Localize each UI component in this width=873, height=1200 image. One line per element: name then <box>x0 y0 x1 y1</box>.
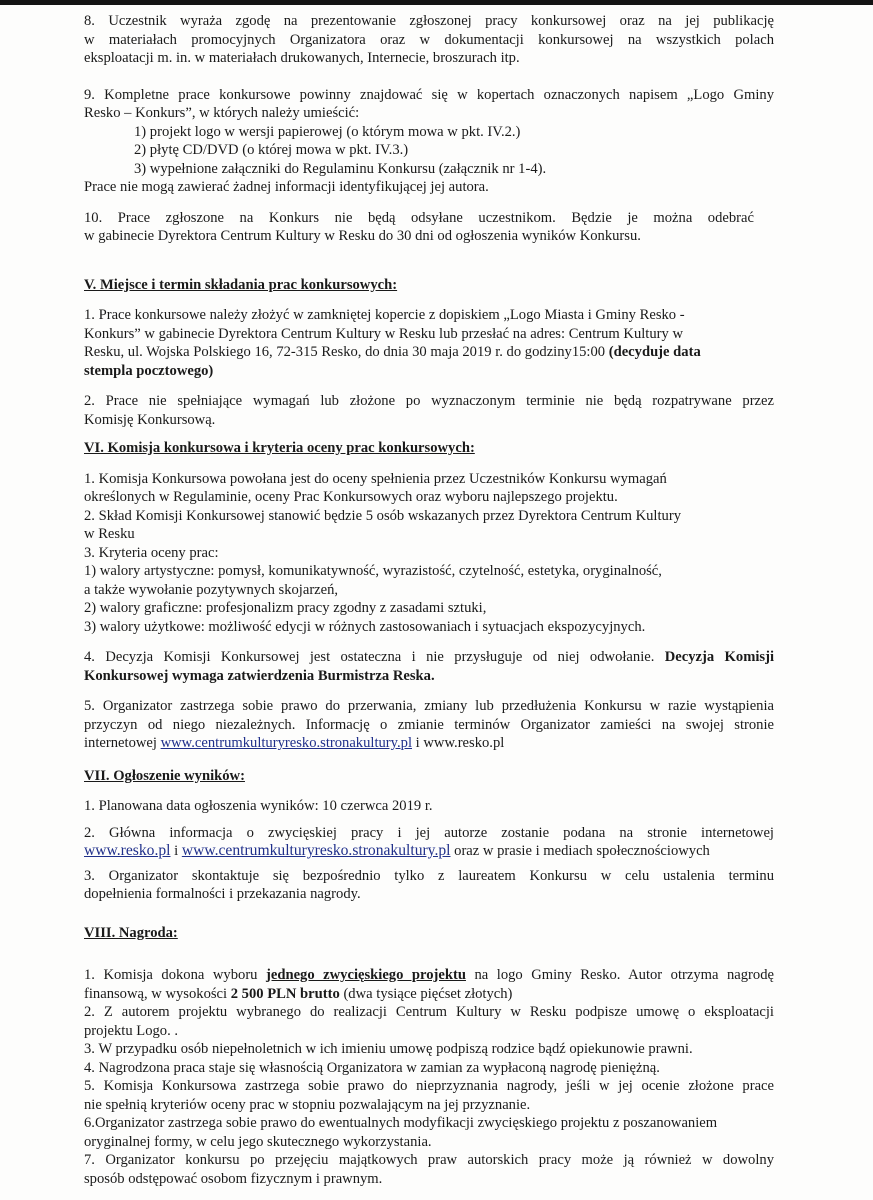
text-line: projektu Logo. . <box>84 1022 179 1039</box>
text-line <box>84 667 774 686</box>
paragraph-9 <box>84 86 774 197</box>
text-line: w materiałach promocyjnych Organizatora oraz w dokumentacji konkursowej na wszystkich polach <box>84 31 774 48</box>
text-line: 3) walory użytkowe: możliwość edycji w różnych zastosowaniach i sytuacjach ekspozycyjnych. <box>84 618 646 635</box>
text-line: Resko – Konkurs”, w których należy umieścić: <box>84 105 360 121</box>
list-item: 1) projekt logo w wersji papierowej (o którym mowa w pkt. IV.2.) <box>134 123 521 140</box>
text-line: 2. Skład Komisji Konkursowej stanowić będzie 5 osób wskazanych przez Dyrektora Centrum Kultury <box>84 507 681 524</box>
document-page <box>84 12 774 1188</box>
section-v-paragraph-1 <box>84 306 774 380</box>
section-heading-vi: VI. Komisja konkursowa i kryteria oceny prac konkursowych: <box>84 440 475 456</box>
text-line: 1. Planowana data ogłoszenia wyników: 10 czerwca 2019 r. <box>84 798 433 814</box>
section-vi-paragraph-5 <box>84 697 774 753</box>
text-span: i <box>170 843 182 859</box>
text-line: 8. Uczestnik wyraża zgodę na prezentowanie zgłoszonej pracy konkursowej oraz na jej publikację <box>84 13 774 29</box>
list-item: 3) wypełnione załączniki do Regulaminu Konkursu (załącznik nr 1-4). <box>134 160 547 177</box>
text-span: Resku, ul. Wojska Polskiego 16, 72-315 Resko, do dnia 30 maja 2019 r. do godziny15:00 <box>84 344 609 360</box>
text-line: 6.Organizator zastrzega sobie prawo do ewentualnych modyfikacji zwycięskiego projektu z poszanowaniem <box>84 1115 718 1131</box>
text-line: 3. Kryteria oceny prac: <box>84 544 219 561</box>
text-span: i <box>412 735 424 751</box>
text-line <box>84 842 774 861</box>
section-heading-viii: VIII. Nagroda: <box>84 924 178 941</box>
text-line: Konkurs” w gabinecie Dyrektora Centrum Kultury w Resku lub przesłać na adres: Centrum Kultury w <box>84 325 683 342</box>
text-line <box>84 343 774 362</box>
text-span: oraz w prasie i mediach społecznościowych <box>450 843 710 859</box>
text-line: 4. Nagrodzona praca staje się własnością Organizatora w zamian za wypłaconą nagrodę pieniężną. <box>84 1059 660 1076</box>
text-line: 3. W przypadku osób niepełnoletnich w ich imieniu umowę podpiszą rodzice bądź opiekunowie prawni. <box>84 1041 693 1057</box>
link-centrumkultury[interactable]: www.centrumkulturyresko.stronakultury.pl <box>160 735 413 751</box>
text-line: 1. Komisja Konkursowa powołana jest do oceny spełnienia przez Uczestników Konkursu wymagań <box>84 470 667 487</box>
text-line: Prace nie mogą zawierać żadnej informacji identyfikującej jej autora. <box>84 179 489 195</box>
text-line: 5. Organizator zastrzega sobie prawo do przerwania, zmiany lub przedłużenia Konkursu w razie wystąpienia <box>84 698 774 714</box>
text-line: 1) walory artystyczne: pomysł, komunikatywność, wyrazistość, czytelność, estetyka, oryginalność, <box>84 563 662 579</box>
text-line: 2. Główna informacja o zwycięskiej pracy i jej autorze zostanie podana na stronie internetowej <box>84 824 774 841</box>
text-line <box>84 985 774 1004</box>
bold-text: (decyduje data <box>608 344 701 360</box>
text-line: oryginalnej formy, w celu jego skutecznego wykorzystania. <box>84 1133 432 1150</box>
text-line: 10. Prace zgłoszone na Konkurs nie będą odsyłane uczestnikom. Będzie je można odebrać <box>84 209 754 226</box>
bold-text: jednego zwycięskiego projektu <box>266 967 466 983</box>
section-heading-v: V. Miejsce i termin składania prac konkursowych: <box>84 276 398 293</box>
text-span: internetowej <box>84 735 161 751</box>
link-resko[interactable]: www.resko.pl <box>84 842 171 859</box>
text-span: finansową, w wysokości <box>84 985 231 1002</box>
text-line <box>84 362 774 381</box>
section-vi-paragraph-4 <box>84 648 774 685</box>
bold-text: Konkursowej wymaga zatwierdzenia Burmistrza Reska. <box>84 667 435 684</box>
text-line: a także wywołanie pozytywnych skojarzeń, <box>84 581 339 598</box>
text-line: 2) walory graficzne: profesjonalizm pracy zgodny z zasadami sztuki, <box>84 600 487 616</box>
text-line: 2. Z autorem projektu wybranego do realizacji Centrum Kultury w Resku podpisze umowę o eksploatacji <box>84 1004 774 1020</box>
text-line <box>84 966 774 985</box>
section-vii-paragraph-2 <box>84 824 774 861</box>
text-line: w Resku <box>84 526 135 542</box>
text-span: 1. Komisja dokona wyboru <box>84 967 266 983</box>
text-line: Komisję Konkursową. <box>84 411 216 428</box>
section-v-paragraph-2 <box>84 392 774 429</box>
text-span: na logo Gminy Resko. Autor otrzyma nagrodę <box>465 967 774 983</box>
text-line: nie spełnią kryteriów oceny prac w stopniu pozwalającym na jej przyznanie. <box>84 1096 531 1113</box>
text-line: w gabinecie Dyrektora Centrum Kultury w Resku do 30 dni od ogłoszenia wyników Konkursu. <box>84 228 641 244</box>
bold-text: 2 500 PLN brutto <box>230 985 340 1002</box>
paragraph-8 <box>84 12 774 68</box>
bold-text: stempla pocztowego) <box>84 362 214 379</box>
scan-top-border <box>0 0 873 5</box>
section-vii-paragraph-1 <box>84 797 774 816</box>
link-centrumkultury[interactable]: www.centrumkulturyresko.stronakultury.pl <box>181 842 451 859</box>
text-line: 7. Organizator konkursu po przejęciu majątkowych praw autorskich pracy może ją również w dowolny <box>84 1152 774 1168</box>
text-line: przyczyn od niego niezależnych. Informację o zmianie terminów Organizator zamieści na swojej stronie <box>84 716 774 733</box>
text-line: określonych w Regulaminie, oceny Prac Konkursowych oraz wyboru najlepszego projektu. <box>84 489 618 505</box>
text-line <box>84 734 774 753</box>
section-viii-list <box>84 966 774 1188</box>
text-line: sposób odstępować osobom fizycznym i prawnym. <box>84 1170 383 1187</box>
section-heading-vii: VII. Ogłoszenie wyników: <box>84 767 245 784</box>
text-line: 1. Prace konkursowe należy złożyć w zamkniętej kopercie z dopiskiem „Logo Miasta i Gminy Resko - <box>84 307 685 323</box>
list-item: 2) płytę CD/DVD (o której mowa w pkt. IV.3.) <box>134 142 409 158</box>
bold-text: Decyzja Komisji <box>664 649 774 665</box>
paragraph-10 <box>84 209 774 246</box>
text-line: eksploatacji m. in. w materiałach drukowanych, Internecie, broszurach itp. <box>84 50 520 66</box>
text-line <box>84 648 774 667</box>
text-line: 2. Prace nie spełniające wymagań lub złożone po wyznaczonym terminie nie będą rozpatrywane przez <box>84 393 774 409</box>
section-vi-criteria <box>84 470 774 637</box>
text-span: 4. Decyzja Komisji Konkursowej jest ostateczna i nie przysługuje od niej odwołanie. <box>84 649 665 665</box>
text-span: (dwa tysiące pięćset złotych) <box>339 985 513 1002</box>
text-line: 5. Komisja Konkursowa zastrzega sobie prawo do nieprzyznania nagrody, jeśli w jej ocenie złożone prace <box>84 1078 774 1094</box>
text-line: 9. Kompletne prace konkursowe powinny znajdować się w kopertach oznaczonych napisem „Logo Gminy <box>84 86 774 103</box>
text-line: dopełnienia formalności i przekazania nagrody. <box>84 886 361 902</box>
text-span: www.resko.pl <box>423 735 505 751</box>
text-line: 3. Organizator skontaktuje się bezpośrednio tylko z laureatem Konkursu w celu ustalenia terminu <box>84 867 774 884</box>
section-vii-paragraph-3 <box>84 867 774 904</box>
